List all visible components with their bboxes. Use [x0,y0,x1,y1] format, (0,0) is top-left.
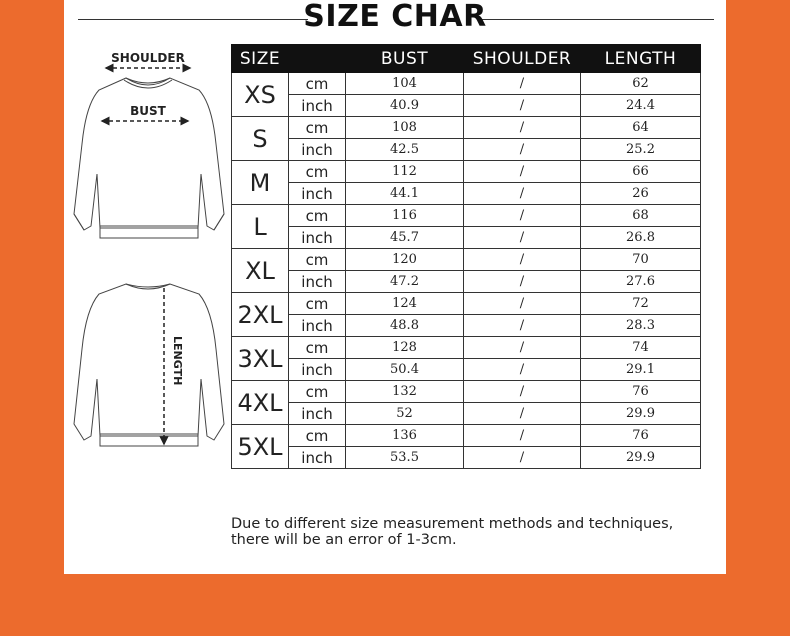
unit-cell: inch [289,183,346,205]
size-cell: L [232,205,289,249]
length-label: LENGTH [171,336,184,386]
length-cell: 26 [581,183,701,205]
shoulder-cell: / [464,183,581,205]
title-rule-right [482,19,714,20]
size-cell: XL [232,249,289,293]
unit-cell: cm [289,205,346,227]
size-cell: 3XL [232,337,289,381]
unit-cell: inch [289,95,346,117]
size-cell: XS [232,73,289,117]
table-row [232,183,701,205]
bust-label: BUST [130,104,166,118]
table-row [232,403,701,425]
table-row [232,249,701,271]
back-sweater [74,284,224,446]
table-header-row [232,45,701,73]
header-unit [289,45,346,73]
table-row [232,95,701,117]
unit-cell: inch [289,271,346,293]
bust-cell: 108 [346,117,464,139]
shoulder-cell: / [464,337,581,359]
shoulder-cell: / [464,73,581,95]
header-size: SIZE [232,45,289,73]
sweater-illustration [64,44,234,454]
length-cell: 26.8 [581,227,701,249]
shoulder-cell: / [464,403,581,425]
length-cell: 29.9 [581,403,701,425]
title-rule-left [78,19,308,20]
table-row [232,315,701,337]
shoulder-cell: / [464,315,581,337]
table-row [232,381,701,403]
table-row [232,73,701,95]
length-cell: 72 [581,293,701,315]
shoulder-cell: / [464,425,581,447]
bust-cell: 120 [346,249,464,271]
length-cell: 29.9 [581,447,701,469]
unit-cell: inch [289,315,346,337]
table-row [232,139,701,161]
bust-cell: 124 [346,293,464,315]
measurement-note: Due to different size measurement methods and techniques, there will be an error of 1-3cm. [231,516,674,548]
unit-cell: cm [289,73,346,95]
shoulder-label: SHOULDER [111,51,185,65]
unit-cell: cm [289,249,346,271]
shoulder-cell: / [464,359,581,381]
bust-cell: 132 [346,381,464,403]
length-cell: 74 [581,337,701,359]
length-cell: 70 [581,249,701,271]
unit-cell: cm [289,337,346,359]
size-cell: 5XL [232,425,289,469]
size-cell: 2XL [232,293,289,337]
length-cell: 76 [581,425,701,447]
shoulder-cell: / [464,227,581,249]
length-cell: 25.2 [581,139,701,161]
length-cell: 68 [581,205,701,227]
shoulder-cell: / [464,293,581,315]
bust-cell: 42.5 [346,139,464,161]
front-sweater [74,78,224,238]
unit-cell: cm [289,293,346,315]
size-cell: M [232,161,289,205]
length-cell: 27.6 [581,271,701,293]
shoulder-cell: / [464,205,581,227]
table-row [232,227,701,249]
bust-cell: 116 [346,205,464,227]
unit-cell: inch [289,139,346,161]
shoulder-cell: / [464,95,581,117]
table-row [232,447,701,469]
unit-cell: inch [289,359,346,381]
header-bust: BUST [346,45,464,73]
length-cell: 62 [581,73,701,95]
bust-cell: 104 [346,73,464,95]
unit-cell: cm [289,381,346,403]
bust-cell: 136 [346,425,464,447]
unit-cell: cm [289,161,346,183]
table-row [232,337,701,359]
header-length: LENGTH [581,45,701,73]
header-shoulder: SHOULDER [464,45,581,73]
bust-cell: 112 [346,161,464,183]
bust-cell: 50.4 [346,359,464,381]
shoulder-cell: / [464,381,581,403]
size-table [231,44,701,469]
shoulder-cell: / [464,271,581,293]
size-cell: S [232,117,289,161]
shoulder-cell: / [464,117,581,139]
table-row [232,161,701,183]
table-row [232,293,701,315]
unit-cell: cm [289,117,346,139]
table-row [232,271,701,293]
shoulder-cell: / [464,139,581,161]
shoulder-cell: / [464,161,581,183]
bust-cell: 45.7 [346,227,464,249]
length-cell: 76 [581,381,701,403]
length-cell: 64 [581,117,701,139]
bust-cell: 47.2 [346,271,464,293]
unit-cell: cm [289,425,346,447]
bust-cell: 128 [346,337,464,359]
bust-cell: 53.5 [346,447,464,469]
table-row [232,205,701,227]
length-cell: 28.3 [581,315,701,337]
bust-cell: 48.8 [346,315,464,337]
shoulder-cell: / [464,249,581,271]
table-row [232,117,701,139]
unit-cell: inch [289,403,346,425]
bust-cell: 40.9 [346,95,464,117]
length-cell: 24.4 [581,95,701,117]
size-cell: 4XL [232,381,289,425]
length-cell: 29.1 [581,359,701,381]
shoulder-cell: / [464,447,581,469]
bust-cell: 52 [346,403,464,425]
page-title: SIZE CHAR [303,0,487,34]
unit-cell: inch [289,447,346,469]
length-cell: 66 [581,161,701,183]
table-row [232,359,701,381]
unit-cell: inch [289,227,346,249]
bust-cell: 44.1 [346,183,464,205]
table-row [232,425,701,447]
